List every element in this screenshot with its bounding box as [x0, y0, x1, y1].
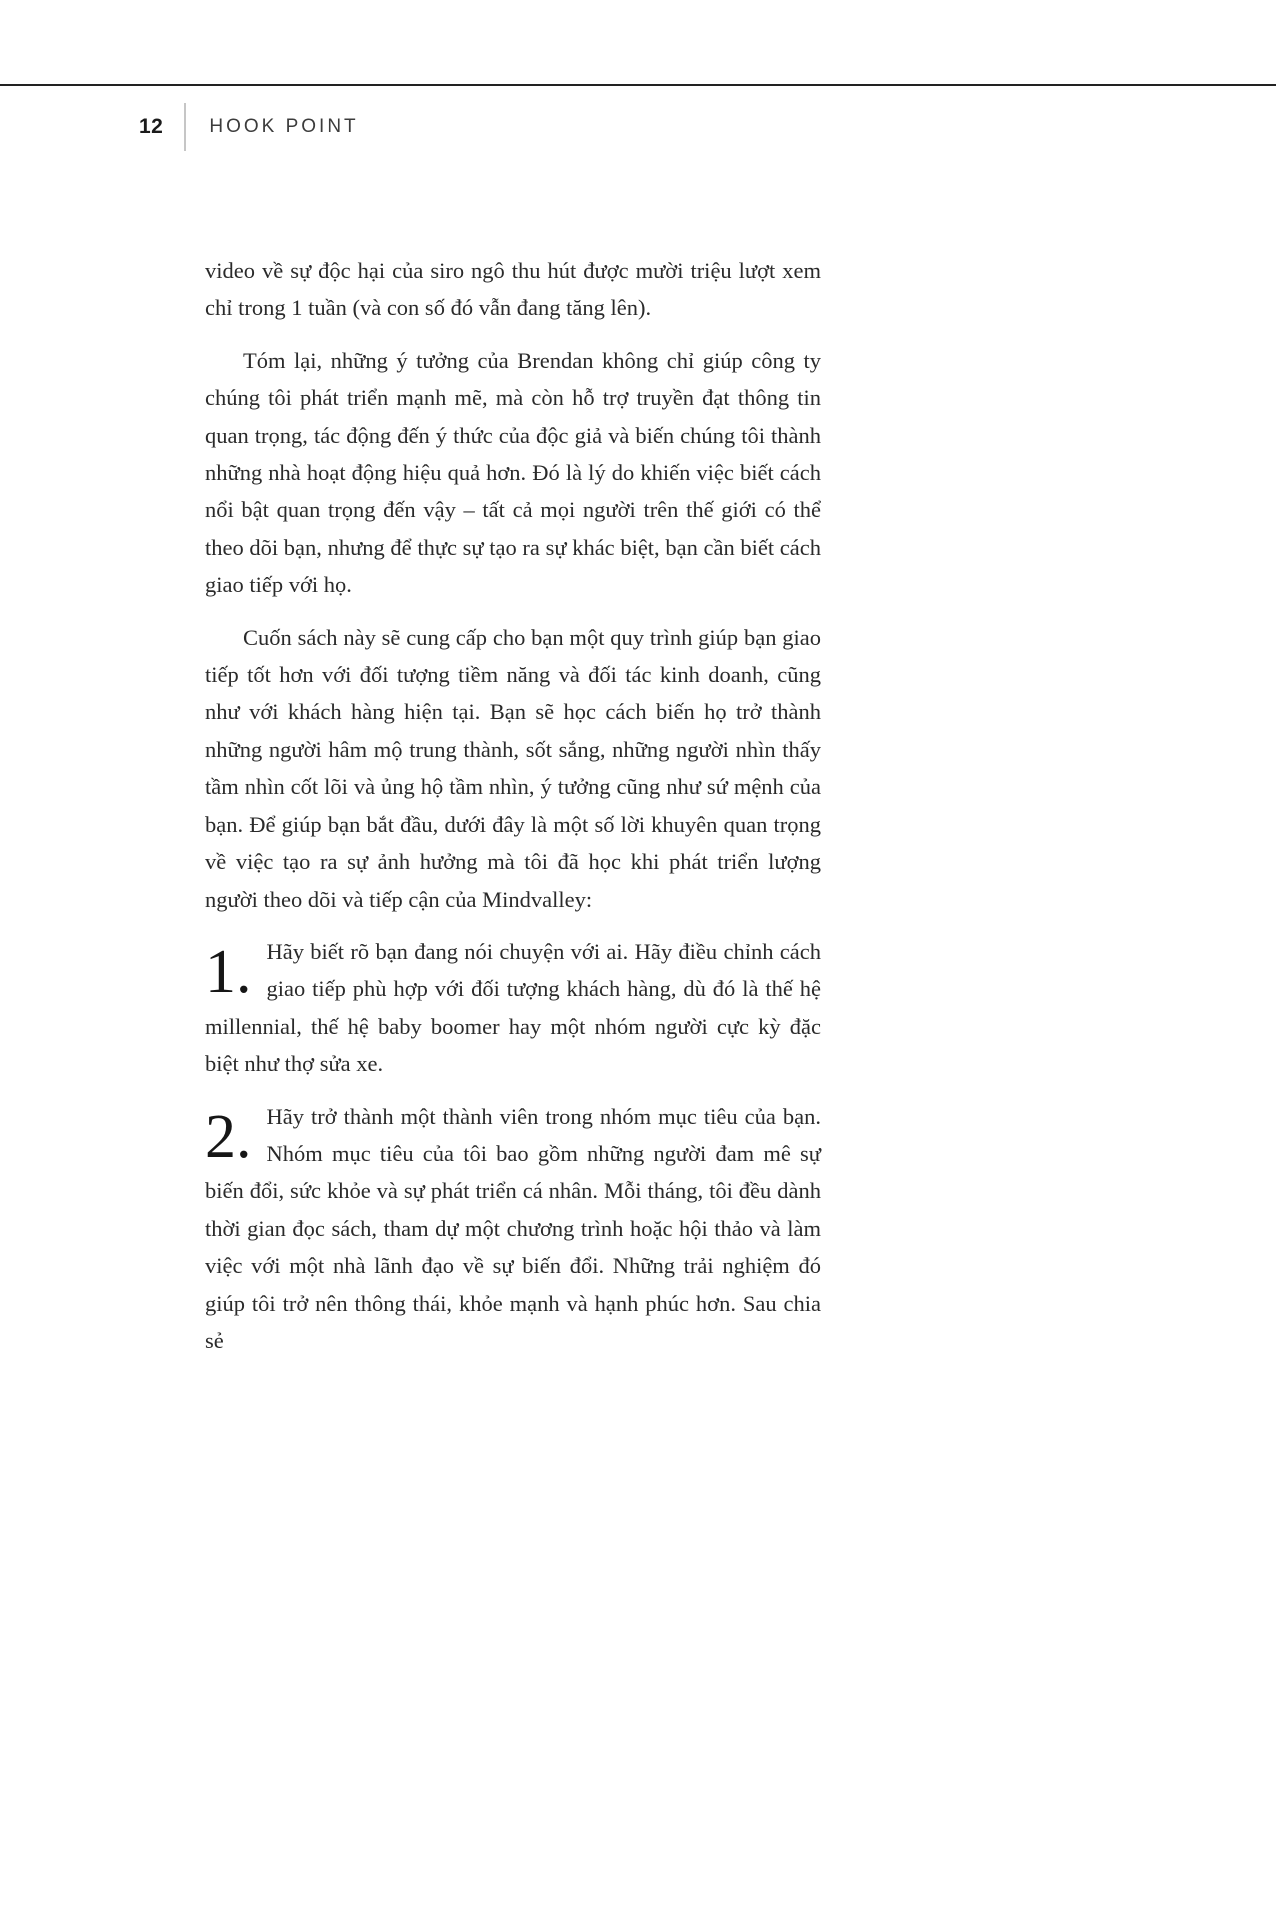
- page-number: 12: [139, 115, 164, 138]
- header-divider: [184, 103, 186, 151]
- paragraph: Cuốn sách này sẽ cung cấp cho bạn một quy trình giúp bạn giao tiếp tốt hơn với đối tượng tiềm năng và đối tác kinh doanh, cũng như với khách hàng hiện tại. Bạn sẽ học cách biến họ trở thành những người hâm mộ trung thành, sốt sắng, những người nhìn thấy tầm nhìn cốt lõi và ủng hộ tầm nhìn, ý tưởng cũng như sứ mệnh của bạn. Để giúp bạn bắt đầu, dưới đây là một số lời khuyên quan trọng về việc tạo ra sự ảnh hưởng mà tôi đã học khi phát triển lượng người theo dõi và tiếp cận của Mindvalley:: [205, 624, 821, 912]
- text-block: [205, 252, 821, 1374]
- paragraph: Hãy trở thành một thành viên trong nhóm mục tiêu của bạn. Nhóm mục tiêu của tôi bao gồm những người đam mê sự biến đổi, sức khỏe và sự phát triển cá nhân. Mỗi tháng, tôi đều dành thời gian đọc sách, tham dự một chương trình hoặc hội thảo và làm việc với một nhà lãnh đạo về sự biến đổi. Những trải nghiệm đó giúp tôi trở nên thông thái, khỏe mạnh và hạnh phúc hơn. Sau chia sẻ: [205, 1103, 821, 1353]
- top-rule: [0, 84, 1276, 86]
- list-number-1: 1.: [205, 937, 252, 1006]
- paragraph-continuation: video về sự độc hại của siro ngô thu hút được mười triệu lượt xem chỉ trong 1 tuần (và con số đó vẫn đang tăng lên).: [205, 258, 821, 321]
- running-title: HOOK POINT: [209, 116, 359, 137]
- running-header: [139, 102, 359, 152]
- paragraph: Hãy biết rõ bạn đang nói chuyện với ai. Hãy điều chỉnh cách giao tiếp phù hợp với đối tượng khách hàng, dù đó là thế hệ millennial, thế hệ baby boomer hay một nhóm người cực kỳ đặc biệt như thợ sửa xe.: [205, 938, 821, 1077]
- numbered-paragraph-1: [205, 933, 821, 1083]
- numbered-paragraph-2: [205, 1098, 821, 1360]
- paragraph: Tóm lại, những ý tưởng của Brendan không chỉ giúp công ty chúng tôi phát triển mạnh mẽ, mà còn hỗ trợ truyền đạt thông tin quan trọng, tác động đến ý thức của độc giả và biến chúng tôi thành những nhà hoạt động hiệu quả hơn. Đó là lý do khiến việc biết cách nổi bật quan trọng đến vậy – tất cả mọi người trên thế giới có thể theo dõi bạn, nhưng để thực sự tạo ra sự khác biệt, bạn cần biết cách giao tiếp với họ.: [205, 347, 821, 598]
- list-number-2: 2.: [205, 1102, 252, 1171]
